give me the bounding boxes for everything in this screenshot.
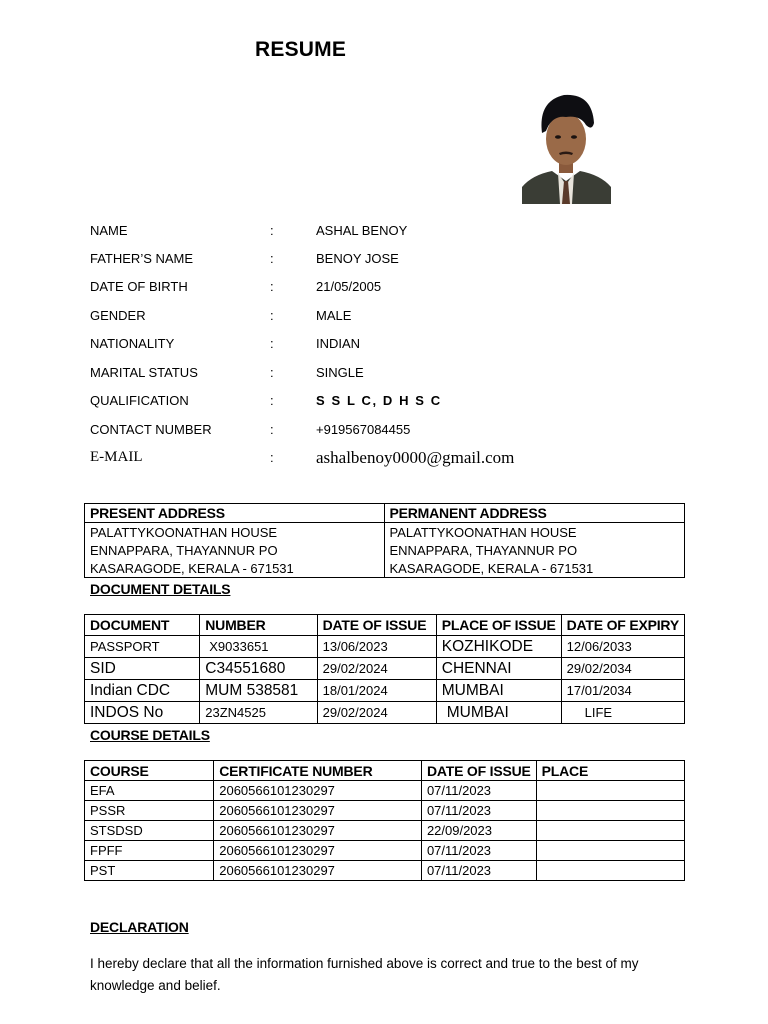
nationality-value: INDIAN <box>316 336 361 351</box>
table-row <box>85 801 685 821</box>
present-address-line: PALATTYKOONATHAN HOUSE <box>85 523 385 542</box>
certificate-number: 2060566101230297 <box>214 801 422 821</box>
column-header: PLACE <box>536 761 684 781</box>
document-name: PASSPORT <box>85 636 200 658</box>
column-header: DATE OF ISSUE <box>317 615 436 636</box>
issue-date: 07/11/2023 <box>421 801 536 821</box>
column-header: DATE OF EXPIRY <box>561 615 684 636</box>
issue-date: 29/02/2024 <box>317 658 436 680</box>
name-value: ASHAL BENOY <box>316 223 408 238</box>
table-row <box>85 861 685 881</box>
info-row-dob <box>90 279 690 299</box>
qualification-value: S S L C, D H S C <box>316 393 442 408</box>
issue-date: 29/02/2024 <box>317 702 436 724</box>
document-number: MUM 538581 <box>200 680 317 702</box>
course-name: STSDSD <box>85 821 214 841</box>
table-row <box>85 821 685 841</box>
column-header: DOCUMENT <box>85 615 200 636</box>
permanent-address-line: PALATTYKOONATHAN HOUSE <box>384 523 685 542</box>
info-row-name <box>90 223 690 243</box>
issue-date: 07/11/2023 <box>421 781 536 801</box>
table-row <box>85 841 685 861</box>
course-details-heading: COURSE DETAILS <box>90 727 210 743</box>
course-name: PSSR <box>85 801 214 821</box>
table-row <box>85 680 685 702</box>
colon: : <box>270 422 274 437</box>
document-number: X9033651 <box>200 636 317 658</box>
gender-value: MALE <box>316 308 352 323</box>
issue-date: 07/11/2023 <box>421 861 536 881</box>
nationality-label: NATIONALITY <box>90 336 175 351</box>
info-row-nationality <box>90 336 690 356</box>
colon: : <box>270 336 274 351</box>
colon: : <box>270 279 274 294</box>
declaration-line: I hereby declare that all the information furnished above is correct and true to the best of my <box>90 956 639 971</box>
table-row <box>85 658 685 680</box>
issue-place: MUMBAI <box>436 680 561 702</box>
marital-status-label: MARITAL STATUS <box>90 365 198 380</box>
colon: : <box>270 223 274 238</box>
place <box>536 821 684 841</box>
certificate-number: 2060566101230297 <box>214 841 422 861</box>
colon: : <box>270 450 274 465</box>
info-row-qualification <box>90 393 690 413</box>
colon: : <box>270 308 274 323</box>
document-table <box>84 614 685 724</box>
column-header: NUMBER <box>200 615 317 636</box>
issue-place: CHENNAI <box>436 658 561 680</box>
place <box>536 801 684 821</box>
document-name: INDOS No <box>85 702 200 724</box>
column-header: PLACE OF ISSUE <box>436 615 561 636</box>
document-name: Indian CDC <box>85 680 200 702</box>
qualification-label: QUALIFICATION <box>90 393 189 408</box>
certificate-number: 2060566101230297 <box>214 861 422 881</box>
course-name: EFA <box>85 781 214 801</box>
document-name: SID <box>85 658 200 680</box>
table-row <box>85 702 685 724</box>
permanent-address-header: PERMANENT ADDRESS <box>384 504 685 523</box>
contact-label: CONTACT NUMBER <box>90 422 212 437</box>
course-name: PST <box>85 861 214 881</box>
info-row-email <box>90 450 690 470</box>
info-row-contact <box>90 422 690 442</box>
column-header: CERTIFICATE NUMBER <box>214 761 422 781</box>
info-row-marital-status <box>90 365 690 385</box>
profile-photo <box>522 89 611 204</box>
info-row-gender <box>90 308 690 328</box>
issue-date: 22/09/2023 <box>421 821 536 841</box>
course-name: FPFF <box>85 841 214 861</box>
column-header: COURSE <box>85 761 214 781</box>
dob-value: 21/05/2005 <box>316 279 382 294</box>
course-table <box>84 760 685 881</box>
document-number: C34551680 <box>200 658 317 680</box>
present-address-line: ENNAPPARA, THAYANNUR PO <box>85 541 385 559</box>
fathers-name-value: BENOY JOSE <box>316 251 399 266</box>
colon: : <box>270 365 274 380</box>
expiry-date: 12/06/2033 <box>561 636 684 658</box>
present-address-line: KASARAGODE, KERALA - 671531 <box>85 559 385 578</box>
table-row <box>85 781 685 801</box>
info-row-fathers-name <box>90 251 690 271</box>
permanent-address-line: KASARAGODE, KERALA - 671531 <box>384 559 685 578</box>
name-label: NAME <box>90 223 128 238</box>
place <box>536 861 684 881</box>
expiry-date: LIFE <box>561 702 684 724</box>
declaration-line: knowledge and belief. <box>90 978 221 993</box>
certificate-number: 2060566101230297 <box>214 821 422 841</box>
colon: : <box>270 251 274 266</box>
present-address-header: PRESENT ADDRESS <box>85 504 385 523</box>
place <box>536 781 684 801</box>
gender-label: GENDER <box>90 308 146 323</box>
course-table-header <box>85 761 685 781</box>
colon: : <box>270 393 274 408</box>
issue-place: KOZHIKODE <box>436 636 561 658</box>
column-header: DATE OF ISSUE <box>421 761 536 781</box>
contact-value: +919567084455 <box>316 422 411 437</box>
email-value: ashalbenoy0000@gmail.com <box>316 448 515 467</box>
document-details-heading: DOCUMENT DETAILS <box>90 581 231 597</box>
table-row <box>85 636 685 658</box>
expiry-date: 17/01/2034 <box>561 680 684 702</box>
declaration-heading: DECLARATION <box>90 919 189 935</box>
issue-date: 07/11/2023 <box>421 841 536 861</box>
document-number: 23ZN4525 <box>200 702 317 724</box>
issue-date: 13/06/2023 <box>317 636 436 658</box>
dob-label: DATE OF BIRTH <box>90 279 188 294</box>
marital-status-value: SINGLE <box>316 365 364 380</box>
expiry-date: 29/02/2034 <box>561 658 684 680</box>
issue-date: 18/01/2024 <box>317 680 436 702</box>
issue-place: MUMBAI <box>436 702 561 724</box>
certificate-number: 2060566101230297 <box>214 781 422 801</box>
fathers-name-label: FATHER’S NAME <box>90 251 194 266</box>
permanent-address-line: ENNAPPARA, THAYANNUR PO <box>384 541 685 559</box>
email-label: E-MAIL <box>90 449 143 465</box>
resume-title: RESUME <box>255 38 347 61</box>
document-table-header <box>85 615 685 636</box>
address-table <box>84 503 685 578</box>
place <box>536 841 684 861</box>
declaration-text <box>90 953 690 997</box>
